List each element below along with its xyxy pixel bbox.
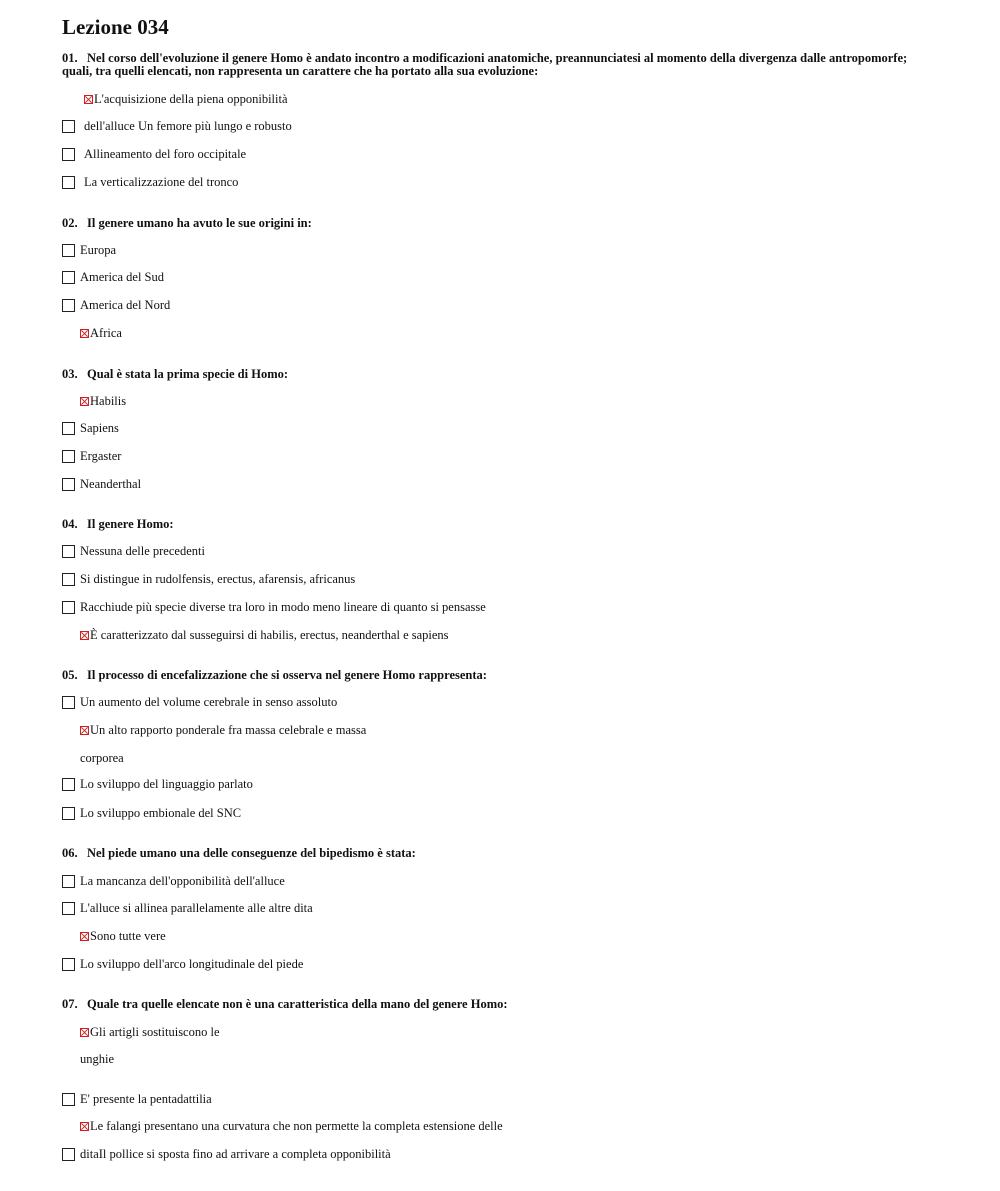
answer-option-label: Gli artigli sostituiscono le: [90, 1025, 220, 1039]
answer-option-continuation: unghie: [80, 1052, 115, 1066]
question-2-text: [62, 217, 932, 230]
answer-checkbox[interactable]: [62, 1093, 75, 1106]
answer-checkbox[interactable]: [62, 601, 75, 614]
answer-option-label: La verticalizzazione del tronco: [84, 175, 239, 189]
question-7-text: [62, 998, 932, 1011]
question-number: 05.: [62, 668, 78, 682]
answer-option-label: Sono tutte vere: [90, 929, 166, 943]
answer-marked-icon: [80, 329, 89, 338]
answer-marked-icon: [80, 932, 89, 941]
answer-marked-icon: [80, 631, 89, 640]
answer-checkbox[interactable]: [62, 902, 75, 915]
answer-checkbox[interactable]: [62, 696, 75, 709]
answer-option-label: Africa: [90, 326, 122, 340]
question-4-text: [62, 518, 932, 531]
answer-option-label: Sapiens: [80, 421, 119, 435]
answer-option-label: ditaIl pollice si sposta fino ad arrivare a completa opponibilità: [80, 1147, 391, 1161]
answer-option-continuation: corporea: [80, 751, 124, 765]
answer-checkbox[interactable]: [62, 545, 75, 558]
question-number: 01.: [62, 51, 78, 65]
answer-checkbox[interactable]: [62, 875, 75, 888]
answer-checkbox[interactable]: [62, 573, 75, 586]
answer-option-label: Europa: [80, 243, 117, 257]
answer-option-label: Neanderthal: [80, 477, 142, 491]
answer-option-label: Lo sviluppo del linguaggio parlato: [80, 777, 253, 791]
answer-checkbox[interactable]: [62, 958, 75, 971]
question-number: 04.: [62, 517, 78, 531]
answer-marked-icon: [84, 95, 93, 104]
answer-option-label: dell'alluce Un femore più lungo e robusto: [84, 119, 292, 133]
question-prompt: Qual è stata la prima specie di Homo:: [87, 367, 289, 381]
answer-checkbox[interactable]: [62, 176, 75, 189]
answer-option-label: Le falangi presentano una curvatura che non permette la completa estensione delle: [90, 1119, 503, 1133]
answer-option-label: L'acquisizione della piena opponibilità: [94, 92, 288, 106]
answer-option-label: Allineamento del foro occipitale: [84, 147, 247, 161]
question-prompt: Il genere umano ha avuto le sue origini in:: [87, 216, 312, 230]
answer-checkbox[interactable]: [62, 1148, 75, 1161]
question-prompt: Il processo di encefalizzazione che si osserva nel genere Homo rappresenta:: [87, 668, 487, 682]
question-prompt: Nel piede umano una delle conseguenze del bipedismo è stata:: [87, 846, 416, 860]
question-5-text: [62, 669, 932, 682]
answer-option-label: America del Nord: [80, 298, 171, 312]
answer-option-label: America del Sud: [80, 270, 165, 284]
answer-checkbox[interactable]: [62, 120, 75, 133]
answer-option-label: L'alluce si allinea parallelamente alle altre dita: [80, 901, 313, 915]
answer-option-label: È caratterizzato dal susseguirsi di habilis, erectus, neanderthal e sapiens: [90, 628, 449, 642]
answer-marked-icon: [80, 1028, 89, 1037]
lesson-title: Lezione 034: [62, 15, 169, 39]
answer-option-label: Un alto rapporto ponderale fra massa celebrale e massa: [90, 723, 367, 737]
answer-checkbox[interactable]: [62, 807, 75, 820]
answer-marked-icon: [80, 1122, 89, 1131]
answer-checkbox[interactable]: [62, 778, 75, 791]
question-1-text: [62, 52, 932, 78]
answer-checkbox[interactable]: [62, 244, 75, 257]
answer-checkbox[interactable]: [62, 450, 75, 463]
question-number: 02.: [62, 216, 78, 230]
answer-marked-icon: [80, 726, 89, 735]
answer-marked-icon: [80, 397, 89, 406]
answer-checkbox[interactable]: [62, 478, 75, 491]
answer-option-label: La mancanza dell'opponibilità dell'alluce: [80, 874, 285, 888]
answer-option-label: Nessuna delle precedenti: [80, 544, 205, 558]
answer-checkbox[interactable]: [62, 299, 75, 312]
question-prompt: Quale tra quelle elencate non è una caratteristica della mano del genere Homo:: [87, 997, 508, 1011]
answer-option-label: Un aumento del volume cerebrale in senso assoluto: [80, 695, 338, 709]
answer-option-label: E' presente la pentadattilia: [80, 1092, 212, 1106]
question-number: 07.: [62, 997, 78, 1011]
question-3-text: [62, 368, 932, 381]
question-number: 06.: [62, 846, 78, 860]
question-6-text: [62, 847, 932, 860]
answer-option-label: Ergaster: [80, 449, 122, 463]
answer-option-label: Si distingue in rudolfensis, erectus, afarensis, africanus: [80, 572, 356, 586]
answer-checkbox[interactable]: [62, 271, 75, 284]
answer-checkbox[interactable]: [62, 148, 75, 161]
answer-option-label: Lo sviluppo embionale del SNC: [80, 806, 242, 820]
answer-option-label: Lo sviluppo dell'arco longitudinale del piede: [80, 957, 304, 971]
answer-option-label: Racchiude più specie diverse tra loro in modo meno lineare di quanto si pensasse: [80, 600, 486, 614]
question-prompt: Nel corso dell'evoluzione il genere Homo è andato incontro a modificazioni anatomiche, preannunciatesi al momento della divergenza dalle antropomorfe; quali, tra quelli elencati, non rappresenta un carattere che ha portato alla sua evoluzione:: [62, 51, 908, 78]
answer-checkbox[interactable]: [62, 422, 75, 435]
answer-option-label: Habilis: [90, 394, 127, 408]
question-number: 03.: [62, 367, 78, 381]
question-prompt: Il genere Homo:: [87, 517, 174, 531]
